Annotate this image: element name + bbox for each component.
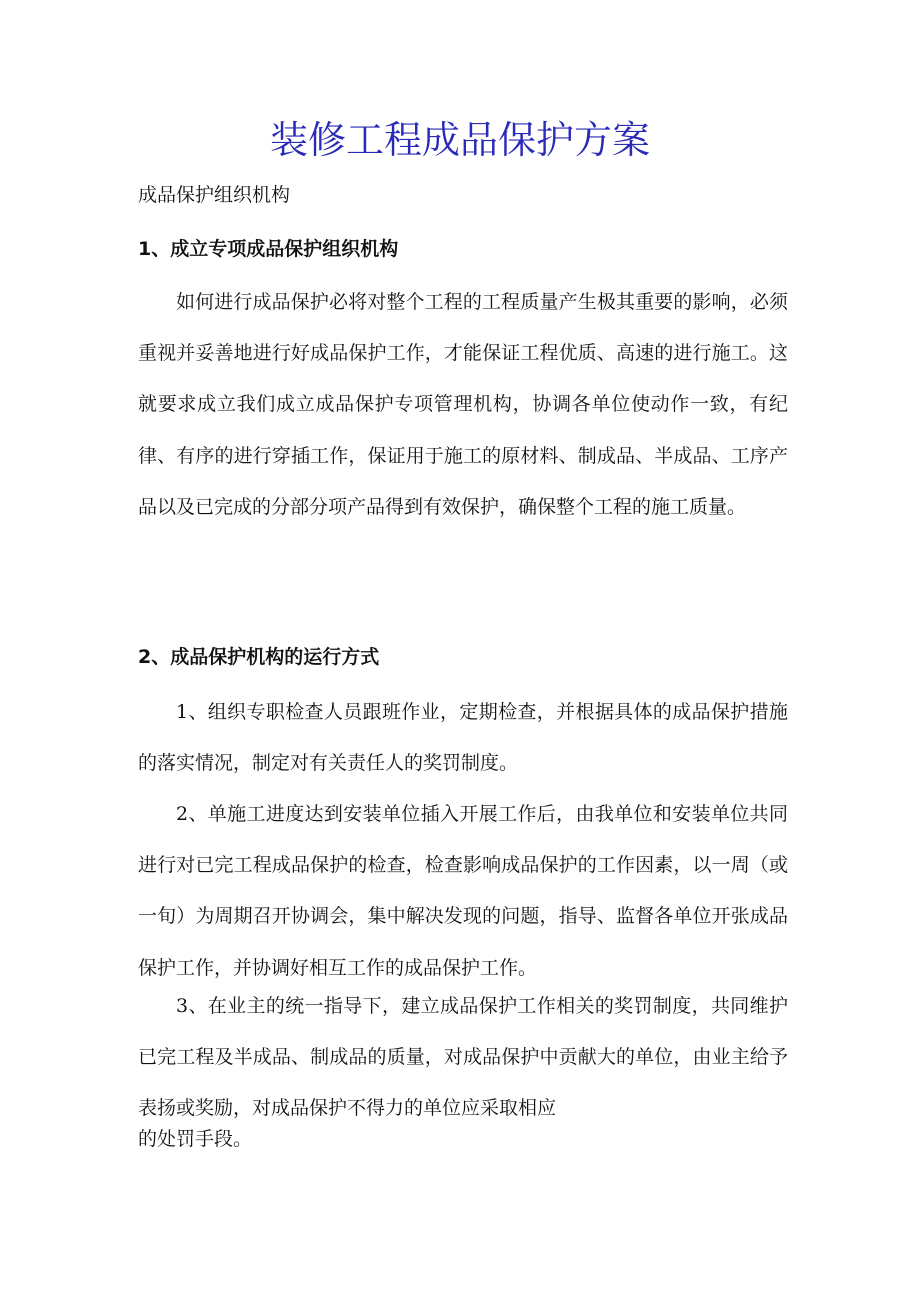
document-subtitle: 成品保护组织机构 <box>138 184 291 206</box>
section1-paragraph: 如何进行成品保护必将对整个工程的工程质量产生极其重要的影响，必须重视并妥善地进行好成品保护工作，才能保证工程优质、高速的进行施工。这就要求成立我们成立成品保护专项管理机构，协调各单位使动作一致，有纪律、有序的进行穿插工作，保证用于施工的原材料、制成品、半成品、工序产品以及已完成的分部分项产品得到有效保护，确保整个工程的施工质量。 <box>138 291 788 518</box>
section2-item1: 1、组织专职检查人员跟班作业，定期检查，并根据具体的成品保护措施的落实情况，制定对有关责任人的奖罚制度。 <box>138 701 788 775</box>
section2-item3: 3、在业主的统一指导下，建立成品保护工作相关的奖罚制度，共同维护已完工程及半成品、制成品的质量，对成品保护中贡献大的单位，由业主给予表扬或奖励，对成品保护不得力的单位应采取相应 <box>138 995 788 1120</box>
section1-heading: 1、成立专项成品保护组织机构 <box>138 238 399 260</box>
section2-item2: 2、单施工进度达到安装单位插入开展工作后，由我单位和安装单位共同进行对已完工程成品保护的检查，检查影响成品保护的工作因素，以一周（或一旬）为周期召开协调会，集中解决发现的问题，指导、监督各单位开张成品保护工作，并协调好相互工作的成品保护工作。 <box>138 803 788 979</box>
document-title: 装修工程成品保护方案 <box>269 118 650 162</box>
section2-item3-tail: 的处罚手段。 <box>138 1128 253 1150</box>
section2-heading: 2、成品保护机构的运行方式 <box>138 646 380 668</box>
